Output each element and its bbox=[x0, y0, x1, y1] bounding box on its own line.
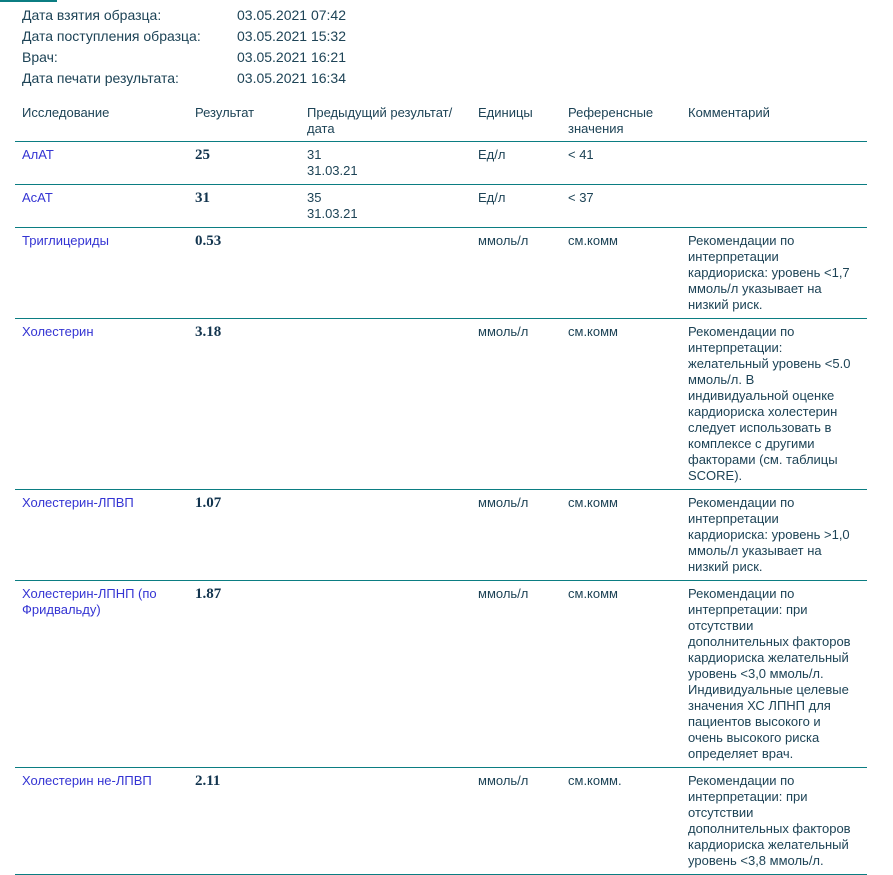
meta-row-sample-received bbox=[22, 26, 893, 47]
table-header-row bbox=[15, 101, 867, 142]
meta-value: 03.05.2021 15:32 bbox=[237, 28, 346, 44]
sample-meta-block bbox=[0, 0, 893, 89]
result-value: 1.87 bbox=[195, 581, 307, 768]
comment-text: Рекомендации по интерпретации: при отсутствии дополнительных факторов кардиориска желательный уровень <3,8 ммоль/л. bbox=[688, 768, 867, 875]
test-name-link[interactable]: АлАТ bbox=[22, 147, 54, 162]
table-row bbox=[15, 581, 867, 768]
result-value: 1.07 bbox=[195, 490, 307, 581]
previous-result-cell bbox=[307, 768, 478, 875]
units-value: Ед/л bbox=[478, 185, 568, 228]
test-name-link[interactable]: Холестерин не-ЛПВП bbox=[22, 773, 152, 788]
reference-value: см.комм bbox=[568, 228, 688, 319]
meta-label: Дата взятия образца: bbox=[22, 7, 162, 23]
table-row bbox=[15, 490, 867, 581]
table-row bbox=[15, 228, 867, 319]
table-row bbox=[15, 142, 867, 185]
column-header-test: Исследование bbox=[15, 101, 195, 142]
meta-value: 03.05.2021 16:21 bbox=[237, 49, 346, 65]
comment-text: Рекомендации по интерпретации кардиориска: уровень >1,0 ммоль/л указывает на низкий риск. bbox=[688, 490, 867, 581]
previous-result-cell bbox=[307, 319, 478, 490]
test-name-link[interactable]: Триглицериды bbox=[22, 233, 109, 248]
test-name-link[interactable]: Холестерин-ЛПВП bbox=[22, 495, 134, 510]
meta-row-sample-taken bbox=[22, 5, 893, 26]
test-name-cell bbox=[15, 581, 195, 768]
units-value: ммоль/л bbox=[478, 228, 568, 319]
result-value: 2.11 bbox=[195, 768, 307, 875]
previous-result-cell bbox=[307, 581, 478, 768]
result-value: 25 bbox=[195, 142, 307, 185]
meta-value: 03.05.2021 07:42 bbox=[237, 7, 346, 23]
previous-result-cell bbox=[307, 185, 478, 228]
test-name-link[interactable]: АсАТ bbox=[22, 190, 53, 205]
table-row bbox=[15, 185, 867, 228]
result-value: 0.53 bbox=[195, 228, 307, 319]
table-row bbox=[15, 768, 867, 875]
previous-result-value: 31 bbox=[307, 147, 322, 162]
test-name-cell bbox=[15, 768, 195, 875]
top-edge-rule bbox=[0, 0, 57, 2]
column-header-comment: Комментарий bbox=[688, 101, 867, 142]
reference-value: < 37 bbox=[568, 185, 688, 228]
reference-value: см.комм bbox=[568, 319, 688, 490]
meta-value: 03.05.2021 16:34 bbox=[237, 70, 346, 86]
column-header-result: Результат bbox=[195, 101, 307, 142]
units-value: ммоль/л bbox=[478, 581, 568, 768]
units-value: Ед/л bbox=[478, 142, 568, 185]
reference-value: см.комм bbox=[568, 490, 688, 581]
previous-result-date: 31.03.21 bbox=[307, 206, 358, 221]
meta-label: Врач: bbox=[22, 49, 58, 65]
test-name-cell bbox=[15, 319, 195, 490]
test-name-cell bbox=[15, 142, 195, 185]
result-value: 3.18 bbox=[195, 319, 307, 490]
comment-text: Рекомендации по интерпретации кардиориска: уровень <1,7 ммоль/л указывает на низкий риск. bbox=[688, 228, 867, 319]
previous-result-cell bbox=[307, 490, 478, 581]
units-value: ммоль/л bbox=[478, 319, 568, 490]
result-value: 31 bbox=[195, 185, 307, 228]
units-value: ммоль/л bbox=[478, 490, 568, 581]
column-header-reference: Референсные значения bbox=[568, 101, 688, 142]
comment-text bbox=[688, 142, 867, 185]
units-value: ммоль/л bbox=[478, 768, 568, 875]
previous-result-cell bbox=[307, 142, 478, 185]
test-name-cell bbox=[15, 185, 195, 228]
test-name-link[interactable]: Холестерин-ЛПНП (по Фридвальду) bbox=[22, 586, 157, 617]
table-row bbox=[15, 319, 867, 490]
reference-value: см.комм. bbox=[568, 768, 688, 875]
previous-result-value: 35 bbox=[307, 190, 322, 205]
comment-text: Рекомендации по интерпретации: желательный уровень <5.0 ммоль/л. В индивидуальной оценке кардиориска холестерин следует использовать в комплексе с другими факторами (см. таблицы SCORE). bbox=[688, 319, 867, 490]
test-name-cell bbox=[15, 228, 195, 319]
meta-label: Дата печати результата: bbox=[22, 70, 179, 86]
reference-value: < 41 bbox=[568, 142, 688, 185]
test-name-link[interactable]: Холестерин bbox=[22, 324, 94, 339]
meta-row-print-date bbox=[22, 68, 893, 89]
test-name-cell bbox=[15, 490, 195, 581]
column-header-units: Единицы bbox=[478, 101, 568, 142]
comment-text: Рекомендации по интерпретации: при отсутствии дополнительных факторов кардиориска желательный уровень <3,0 ммоль/л. Индивидуальные целевые значения ХС ЛПНП для пациентов высокого и очень высокого риска определяет врач. bbox=[688, 581, 867, 768]
meta-row-doctor bbox=[22, 47, 893, 68]
reference-value: см.комм bbox=[568, 581, 688, 768]
lab-results-table bbox=[15, 101, 867, 875]
comment-text bbox=[688, 185, 867, 228]
previous-result-cell bbox=[307, 228, 478, 319]
meta-label: Дата поступления образца: bbox=[22, 28, 201, 44]
previous-result-date: 31.03.21 bbox=[307, 163, 358, 178]
column-header-previous: Предыдущий результат/дата bbox=[307, 101, 478, 142]
